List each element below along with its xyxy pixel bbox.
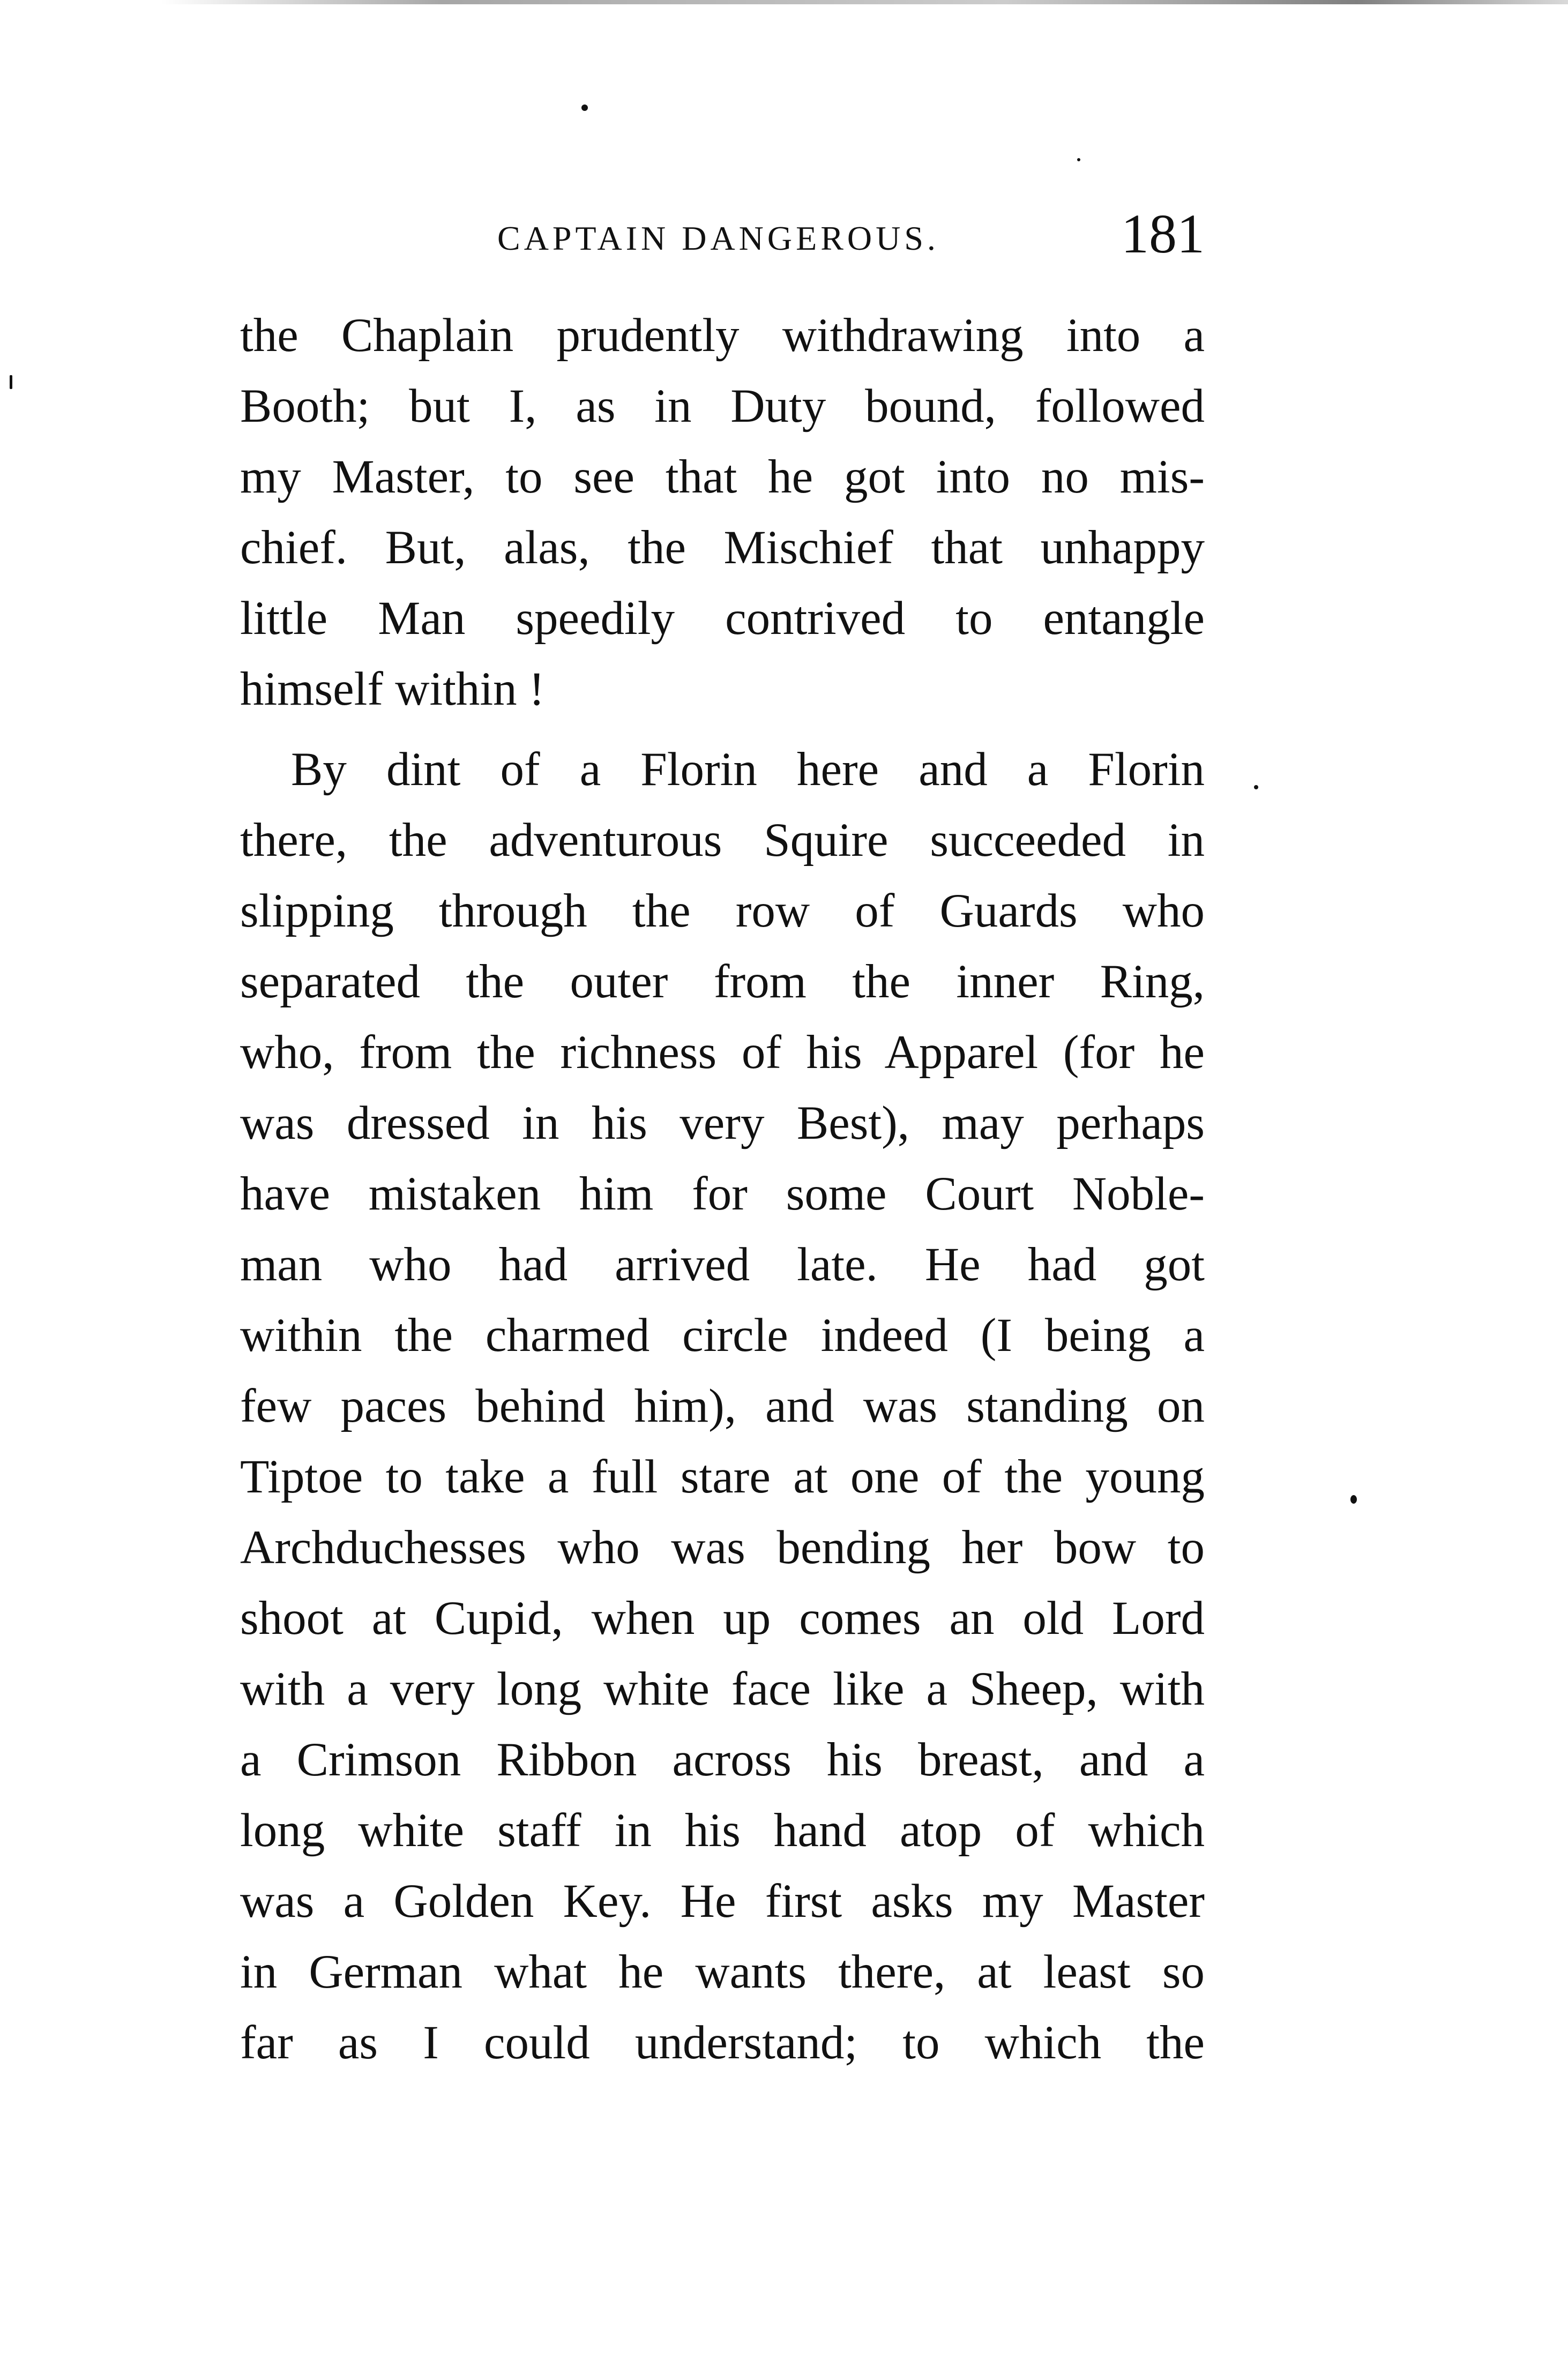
text-line: chief. But, alas, the Mischief that unhappy (240, 521, 1205, 574)
text-line: within the charmed circle indeed (I being a (240, 1309, 1205, 1362)
text-line: few paces behind him), and was standing on (240, 1380, 1205, 1432)
page-number: 181 (1121, 203, 1205, 265)
scan-top-edge (161, 0, 1568, 4)
running-head (240, 203, 1205, 265)
text-line: long white staff in his hand atop of which (240, 1804, 1205, 1857)
text-line: little Man speedily contrived to entangle (240, 592, 1205, 645)
paragraph (240, 734, 1205, 2078)
paragraph (240, 300, 1205, 725)
text-line: Archduchesses who was bending her bow to (240, 1521, 1205, 1574)
text-line: shoot at Cupid, when up comes an old Lord (240, 1592, 1205, 1645)
text-line: slipping through the row of Guards who (240, 885, 1205, 937)
text-line: Tiptoe to take a full stare at one of the young (240, 1451, 1205, 1503)
ink-speck (10, 375, 12, 389)
text-line: separated the outer from the inner Ring, (240, 955, 1205, 1008)
text-line: himself within ! (240, 663, 545, 715)
text-line: my Master, to see that he got into no mis- (240, 451, 1205, 503)
text-line: with a very long white face like a Sheep, with (240, 1663, 1205, 1715)
text-line: man who had arrived late. He had got (240, 1238, 1205, 1291)
ink-speck (1350, 1495, 1357, 1504)
body-text (240, 300, 1205, 2078)
text-line: there, the adventurous Squire succeeded in (240, 814, 1205, 867)
text-line: was a Golden Key. He first asks my Master (240, 1875, 1205, 1928)
text-line: have mistaken him for some Court Noble- (240, 1168, 1205, 1220)
running-title: CAPTAIN DANGEROUS. (497, 219, 939, 257)
text-line: By dint of a Florin here and a Florin (291, 743, 1205, 796)
paragraph-gap (240, 725, 1205, 734)
ink-speck (1077, 158, 1080, 161)
ink-speck (581, 104, 588, 111)
text-line: who, from the richness of his Apparel (for he (240, 1026, 1205, 1079)
ink-speck (1254, 785, 1258, 789)
text-line: was dressed in his very Best), may perhaps (240, 1097, 1205, 1149)
text-line: the Chaplain prudently withdrawing into a (240, 309, 1205, 362)
text-line: a Crimson Ribbon across his breast, and a (240, 1734, 1205, 1786)
text-line: Booth; but I, as in Duty bound, followed (240, 380, 1205, 432)
text-line: far as I could understand; to which the (240, 2016, 1205, 2069)
text-line: in German what he wants there, at least so (240, 1946, 1205, 1998)
